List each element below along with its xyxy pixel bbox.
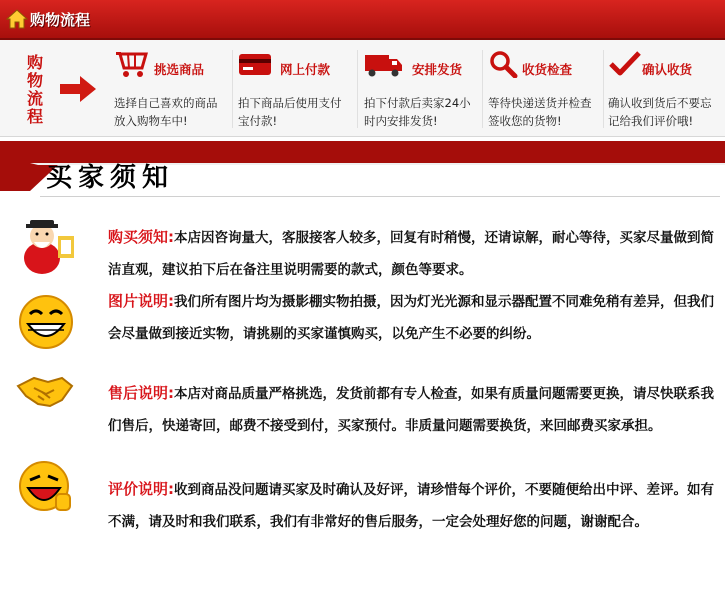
step-desc: 拍下商品后使用支付 宝付款!	[238, 96, 342, 128]
notice-label: 售后说明:	[108, 384, 174, 402]
process-label: 购 物 流 程	[26, 53, 43, 126]
divider	[232, 50, 233, 128]
arrow-right-icon	[60, 76, 96, 102]
shopping-cart-icon	[114, 50, 148, 78]
step-title: 确认收货	[642, 62, 693, 77]
process-step-inspect	[488, 48, 603, 134]
process-step-select	[114, 48, 234, 134]
divider	[357, 50, 358, 128]
divider	[603, 50, 604, 128]
step-desc: 拍下付款后卖家24小 时内安排发货!	[364, 96, 471, 128]
top-banner	[0, 0, 725, 40]
checkmark-icon	[608, 50, 642, 78]
process-step-confirm	[608, 48, 723, 134]
delivery-truck-icon	[364, 50, 404, 78]
notice-label: 图片说明:	[108, 292, 174, 310]
notice-text: 售后说明:本店对商品质量严格挑选，发货前都有专人检查，如果有质量问题需要更换，请尽快联系我们售后，快递寄回，邮费不接受到付，买家预付。非质量问题需要换货，来回邮费买家承担。	[108, 384, 714, 434]
grinning-emoji-icon	[16, 292, 78, 354]
step-title: 收货检查	[522, 62, 573, 77]
step-title: 网上付款	[280, 62, 331, 77]
process-step-ship	[364, 48, 484, 134]
process-step-pay	[238, 48, 358, 134]
step-desc: 选择自己喜欢的商品 放入购物车中!	[114, 96, 218, 128]
handshake-icon	[16, 372, 74, 412]
laughing-emoji-icon	[16, 458, 78, 520]
step-desc: 确认收到货后不要忘 记给我们评价哦!	[608, 96, 712, 128]
divider	[482, 50, 483, 128]
magnifier-icon	[488, 50, 522, 78]
home-icon	[6, 8, 28, 30]
step-title: 安排发货	[412, 62, 463, 77]
step-title: 挑选商品	[154, 62, 205, 77]
notice-text: 评价说明:收到商品没问题请买家及时确认及好评，请珍惜每个评价，不要随便给出中评、差评。如有不满，请及时和我们联系，我们有非常好的售后服务，一定会处理好您的问题，谢谢配合。	[108, 480, 714, 530]
shopping-process	[0, 40, 725, 137]
divider	[40, 196, 720, 197]
credit-card-icon	[238, 50, 272, 78]
notice-label: 购买须知:	[108, 228, 174, 246]
page-title: 购物流程	[30, 11, 91, 29]
notice-text: 购买须知:本店因咨询量大，客服接客人较多，回复有时稍慢，还请谅解，耐心等待，买家尽量做到简洁直观，建议拍下后在备注里说明需要的款式，颜色等要求。	[108, 228, 714, 278]
notice-title: 买家须知	[46, 163, 175, 193]
step-desc: 等待快递送货并检查 签收您的货物!	[488, 96, 592, 128]
notice-label: 评价说明:	[108, 480, 174, 498]
notice-text: 图片说明:我们所有图片均为摄影棚实物拍摄，因为灯光光源和显示器配置不同难免稍有差异，但我们会尽量做到接近实物，请挑剔的买家谨慎购买，以免产生不必要的纠纷。	[108, 292, 714, 342]
fortune-god-icon	[16, 214, 78, 276]
